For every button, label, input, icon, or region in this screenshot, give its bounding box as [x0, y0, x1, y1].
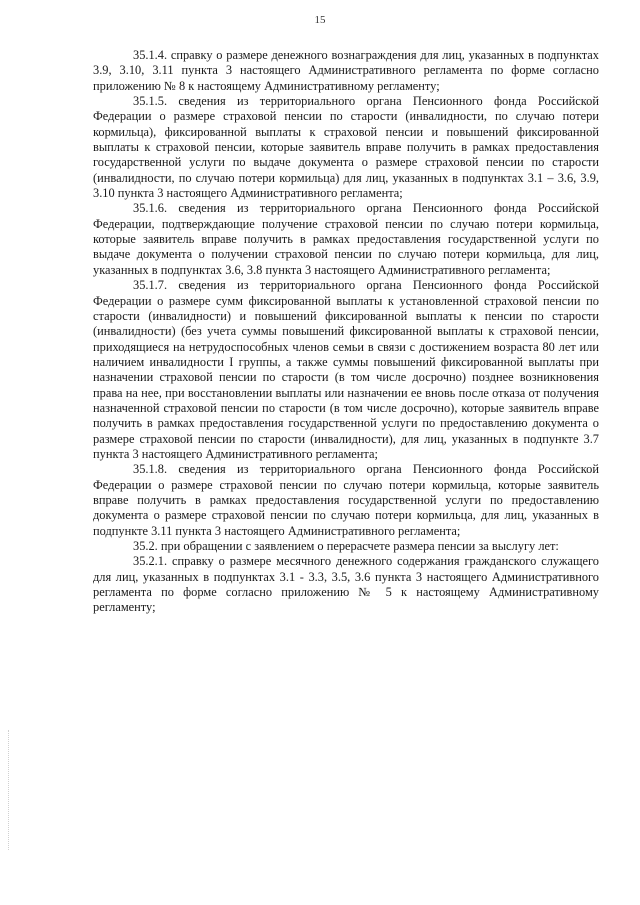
document-body: [93, 48, 599, 616]
paragraph-35-1-4: 35.1.4. справку о размере денежного вознаграждения для лиц, указанных в подпунктах 3.9, 3.10, 3.11 пункта 3 настоящего Административного регламента по форме согласно приложению № 8 к настоящему Административному регламенту;: [93, 48, 599, 93]
paragraph-35-1-7: 35.1.7. сведения из территориального органа Пенсионного фонда Российской Федерации о размере сумм фиксированной выплаты к установленной страховой пенсии по старости (инвалидности) и повышений фиксированной выплаты к пенсии по старости (инвалидности) (без учета суммы повышений фиксированной выплаты к страховой пенсии, приходящиеся на нетрудоспособных членов семьи в связи с достижением возраста 80 лет или наличием инвалидности I группы, а также суммы повышений фиксированной выплаты при назначении страховой пенсии по старости (в том числе досрочно) позднее возникновения права на нее, при восстановлении выплаты или назначении ее вновь после отказа от получения назначенной страховой пенсии по старости (в том числе досрочно), которые заявитель вправе получить в рамках предоставления государственной услуги по предоставлению документа о размере страховой пенсии по старости (инвалидности), для лиц, указанных в подпункте 3.7 пункта 3 настоящего Административного регламента;: [93, 278, 599, 461]
page-number: 15: [314, 14, 326, 26]
paragraph-35-2: 35.2. при обращении с заявлением о перерасчете размера пенсии за выслугу лет:: [133, 539, 559, 553]
paragraph-35-2-1: 35.2.1. справку о размере месячного денежного содержания гражданского служащего для лиц, указанных в подпунктах 3.1 - 3.3, 3.5, 3.6 пункта 3 настоящего Административного регламента по форме согласно приложению № 5 к настоящему Административному регламенту;: [93, 554, 599, 615]
paragraph-35-1-8: 35.1.8. сведения из территориального органа Пенсионного фонда Российской Федерации о размере страховой пенсии по случаю потери кормильца, которые заявитель вправе получить в рамках предоставления государственной услуги по предоставлению документа о размере страховой пенсии по случаю потери кормильца, для лиц, указанных в подпункте 3.11 пункта 3 настоящего Административного регламента;: [93, 462, 599, 538]
paragraph-35-1-5: 35.1.5. сведения из территориального органа Пенсионного фонда Российской Федерации о размере страховой пенсии по старости (инвалидности, по случаю потери кормильца), фиксированной выплаты к страховой пенсии и повышений фиксированной выплаты к страховой пенсии, которые заявитель вправе получить в рамках предоставления государственной услуги по выдаче документа о размере страховой пенсии по старости (инвалидности, по случаю потери кормильца) для лиц, указанных в подпунктах 3.1 – 3.6, 3.9, 3.10 пункта 3 настоящего Административного регламента;: [93, 94, 599, 201]
scan-margin-mark: [8, 730, 10, 850]
paragraph-35-1-6: 35.1.6. сведения из территориального органа Пенсионного фонда Российской Федерации, подтверждающие получение страховой пенсии по случаю потери кормильца, которые заявитель вправе получить в рамках предоставления государственной услуги по выдаче документа о получении страховой пенсии по случаю потери кормильца, для лиц, указанных в подпунктах 3.6, 3.8 пункта 3 настоящего Административного регламента;: [93, 201, 599, 277]
